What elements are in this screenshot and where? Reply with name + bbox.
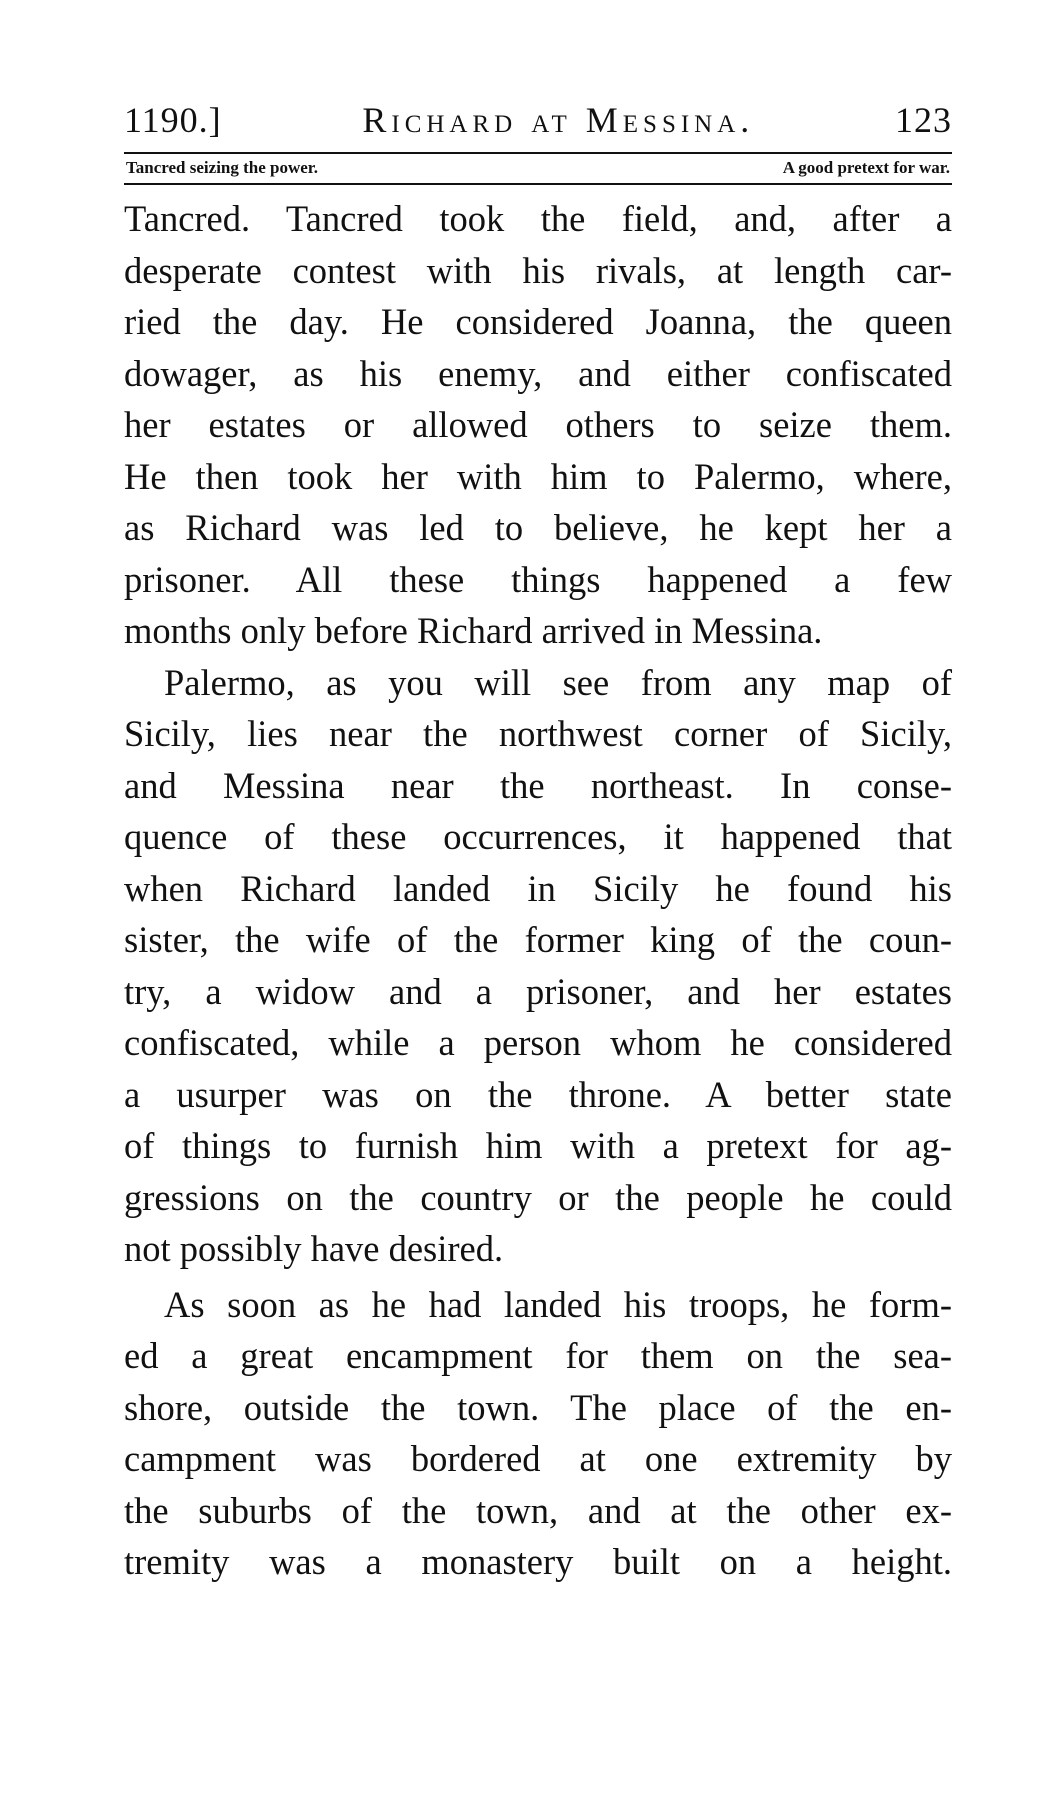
- text-line: quence of these occurrences, it happened that: [124, 816, 952, 857]
- paragraph-3: [124, 1279, 952, 1588]
- text-line: of things to furnish him with a pretext for ag-: [124, 1125, 952, 1166]
- text-line: Palermo, as you will see from any map of: [164, 661, 952, 703]
- text-line: a usurper was on the throne. A better state: [124, 1073, 952, 1115]
- header-title: Richard at Messina.: [362, 100, 755, 140]
- text-line: Tancred. Tancred took the field, and, after a: [124, 198, 952, 239]
- text-line: sister, the wife of the former king of the coun-: [124, 919, 952, 960]
- text-line: dowager, as his enemy, and either confiscated: [124, 352, 952, 394]
- text-line: shore, outside the town. The place of the en-: [124, 1386, 952, 1428]
- text-line: when Richard landed in Sicily he found his: [124, 867, 952, 909]
- text-line: campment was bordered at one extremity by: [124, 1438, 952, 1479]
- paragraph-2: [124, 657, 952, 1275]
- marginal-subheads: [124, 154, 952, 183]
- header-rule-bottom: [124, 183, 952, 185]
- text-line: the suburbs of the town, and at the other ex-: [124, 1489, 952, 1531]
- text-line: prisoner. All these things happened a few: [124, 558, 952, 600]
- text-line: desperate contest with his rivals, at length car-: [124, 249, 952, 291]
- text-line: tremity was a monastery built on a height.: [124, 1541, 952, 1582]
- header-year: 1190.]: [124, 100, 222, 140]
- text-line: as Richard was led to believe, he kept her a: [124, 507, 952, 548]
- text-line: ed a great encampment for them on the sea-: [124, 1335, 952, 1376]
- text-line: As soon as he had landed his troops, he form-: [164, 1283, 952, 1325]
- text-line: not possibly have desired.: [124, 1228, 504, 1269]
- subhead-right: A good pretext for war.: [782, 158, 950, 177]
- book-page: [124, 100, 952, 1588]
- text-line: and Messina near the northeast. In conse-: [124, 764, 952, 806]
- text-line: confiscated, while a person whom he considered: [124, 1022, 952, 1063]
- paragraph-1: [124, 193, 952, 657]
- text-line: ried the day. He considered Joanna, the queen: [124, 301, 952, 342]
- text-line: Sicily, lies near the northwest corner of Sicily,: [124, 713, 952, 754]
- running-head: [124, 100, 952, 140]
- text-line: gressions on the country or the people he could: [124, 1176, 952, 1218]
- text-line: try, a widow and a prisoner, and her estates: [124, 970, 952, 1012]
- text-line: months only before Richard arrived in Messina.: [124, 610, 823, 651]
- subhead-left: Tancred seizing the power.: [126, 158, 319, 177]
- text-line: her estates or allowed others to seize them.: [124, 404, 952, 445]
- body-text: [124, 193, 952, 1588]
- text-line: He then took her with him to Palermo, where,: [124, 455, 952, 497]
- page-number: 123: [895, 100, 952, 140]
